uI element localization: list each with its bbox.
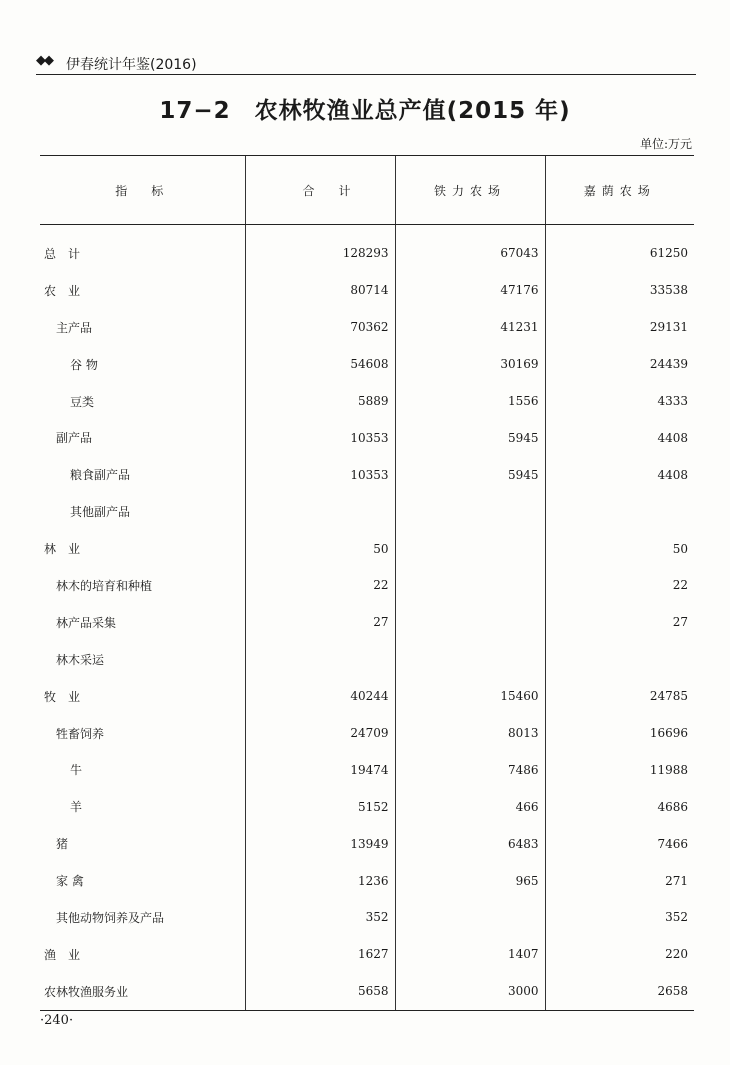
table-row (40, 272, 694, 309)
cell-value: 22 (245, 567, 395, 604)
cell-value: 13949 (245, 825, 395, 862)
cell-value: 352 (545, 899, 694, 936)
cell-value: 965 (395, 862, 545, 899)
diamond-marks-icon: ◆◆ (36, 53, 52, 68)
table-row (40, 862, 694, 899)
cell-value: 61250 (545, 225, 694, 272)
cell-value: 10353 (245, 456, 395, 493)
table-row (40, 456, 694, 493)
cell-value: 11988 (545, 751, 694, 788)
cell-value: 10353 (245, 419, 395, 456)
table-row (40, 641, 694, 678)
cell-value: 5658 (245, 973, 395, 1010)
cell-value: 47176 (395, 272, 545, 309)
table-row (40, 493, 694, 530)
cell-value: 4408 (545, 456, 694, 493)
row-label: 渔 业 (44, 947, 81, 962)
table-row (40, 419, 694, 456)
table-row (40, 751, 694, 788)
row-label: 牲畜饲养 (56, 726, 105, 741)
cell-value: 5152 (245, 788, 395, 825)
row-label: 农林牧渔服务业 (40, 973, 245, 1010)
table-row (40, 225, 694, 272)
book-title: 伊春统计年鉴(2016) (66, 57, 197, 73)
cell-value (395, 530, 545, 567)
cell-value: 7466 (545, 825, 694, 862)
table-title: 17−2 农林牧渔业总产值(2015 年) (159, 98, 571, 124)
table-row (40, 346, 694, 383)
row-label: 牛 (70, 763, 83, 778)
cell-value (545, 493, 694, 530)
cell-value: 1236 (245, 862, 395, 899)
cell-value: 33538 (545, 272, 694, 309)
cell-value: 40244 (245, 678, 395, 715)
cell-value: 5945 (395, 456, 545, 493)
row-label: 粮食副产品 (70, 468, 131, 483)
table-row (40, 973, 694, 1010)
cell-value: 27 (245, 604, 395, 641)
running-header (36, 52, 696, 75)
cell-value (245, 641, 395, 678)
cell-value: 1556 (395, 383, 545, 420)
row-label: 羊 (70, 800, 83, 815)
cell-value: 70362 (245, 309, 395, 346)
cell-value (395, 567, 545, 604)
col-header-jiayin-farm: 嘉荫农场 (545, 156, 694, 225)
table-row (40, 936, 694, 973)
cell-value: 4333 (545, 383, 694, 420)
cell-value: 128293 (245, 225, 395, 272)
cell-value (395, 604, 545, 641)
row-label: 家 禽 (56, 874, 84, 889)
table-row (40, 678, 694, 715)
cell-value: 466 (395, 788, 545, 825)
table-row (40, 309, 694, 346)
cell-value: 54608 (245, 346, 395, 383)
cell-value (395, 641, 545, 678)
table-row (40, 788, 694, 825)
row-label: 总 计 (44, 246, 81, 261)
row-label: 牧 业 (44, 689, 81, 704)
cell-value: 30169 (395, 346, 545, 383)
row-label: 谷 物 (70, 357, 98, 372)
cell-value: 220 (545, 936, 694, 973)
cell-value: 50 (545, 530, 694, 567)
cell-value: 3000 (395, 973, 545, 1010)
table-row (40, 715, 694, 752)
table-row (40, 383, 694, 420)
row-label: 副产品 (56, 431, 93, 446)
cell-value: 2658 (545, 973, 694, 1010)
cell-value: 19474 (245, 751, 395, 788)
row-label: 豆类 (70, 394, 95, 409)
cell-value: 80714 (245, 272, 395, 309)
cell-value: 67043 (395, 225, 545, 272)
cell-value: 50 (245, 530, 395, 567)
cell-value: 24785 (545, 678, 694, 715)
col-header-tieli-farm: 铁力农场 (395, 156, 545, 225)
table-row (40, 530, 694, 567)
cell-value: 22 (545, 567, 694, 604)
table-row (40, 899, 694, 936)
cell-value: 5945 (395, 419, 545, 456)
cell-value: 27 (545, 604, 694, 641)
table-row (40, 567, 694, 604)
table-row (40, 825, 694, 862)
cell-value: 15460 (395, 678, 545, 715)
cell-value: 16696 (545, 715, 694, 752)
cell-value: 6483 (395, 825, 545, 862)
cell-value (545, 641, 694, 678)
row-label: 猪 (56, 837, 69, 852)
row-label: 其他动物饲养及产品 (56, 910, 165, 925)
col-header-indicator: 指 标 (40, 156, 245, 225)
statistics-table (40, 155, 694, 1011)
row-label: 林木采运 (56, 652, 105, 667)
cell-value: 1627 (245, 936, 395, 973)
col-header-total: 合 计 (245, 156, 395, 225)
cell-value: 8013 (395, 715, 545, 752)
cell-value: 5889 (245, 383, 395, 420)
page-number: ·240· (40, 1013, 74, 1028)
cell-value (395, 493, 545, 530)
cell-value: 41231 (395, 309, 545, 346)
cell-value: 7486 (395, 751, 545, 788)
row-label: 林 业 (44, 542, 81, 557)
table-row (40, 604, 694, 641)
cell-value: 352 (245, 899, 395, 936)
row-label: 农 业 (44, 283, 81, 298)
cell-value: 24709 (245, 715, 395, 752)
row-label: 其他副产品 (70, 505, 131, 520)
cell-value: 4686 (545, 788, 694, 825)
row-label: 主产品 (56, 320, 93, 335)
cell-value: 271 (545, 862, 694, 899)
cell-value (395, 899, 545, 936)
unit-label: 单位:万元 (639, 137, 692, 151)
cell-value: 4408 (545, 419, 694, 456)
row-label: 林木的培育和种植 (56, 578, 153, 593)
cell-value: 29131 (545, 309, 694, 346)
cell-value: 1407 (395, 936, 545, 973)
table-header-row (40, 156, 694, 225)
row-label: 林产品采集 (56, 615, 117, 630)
cell-value: 24439 (545, 346, 694, 383)
cell-value (245, 493, 395, 530)
